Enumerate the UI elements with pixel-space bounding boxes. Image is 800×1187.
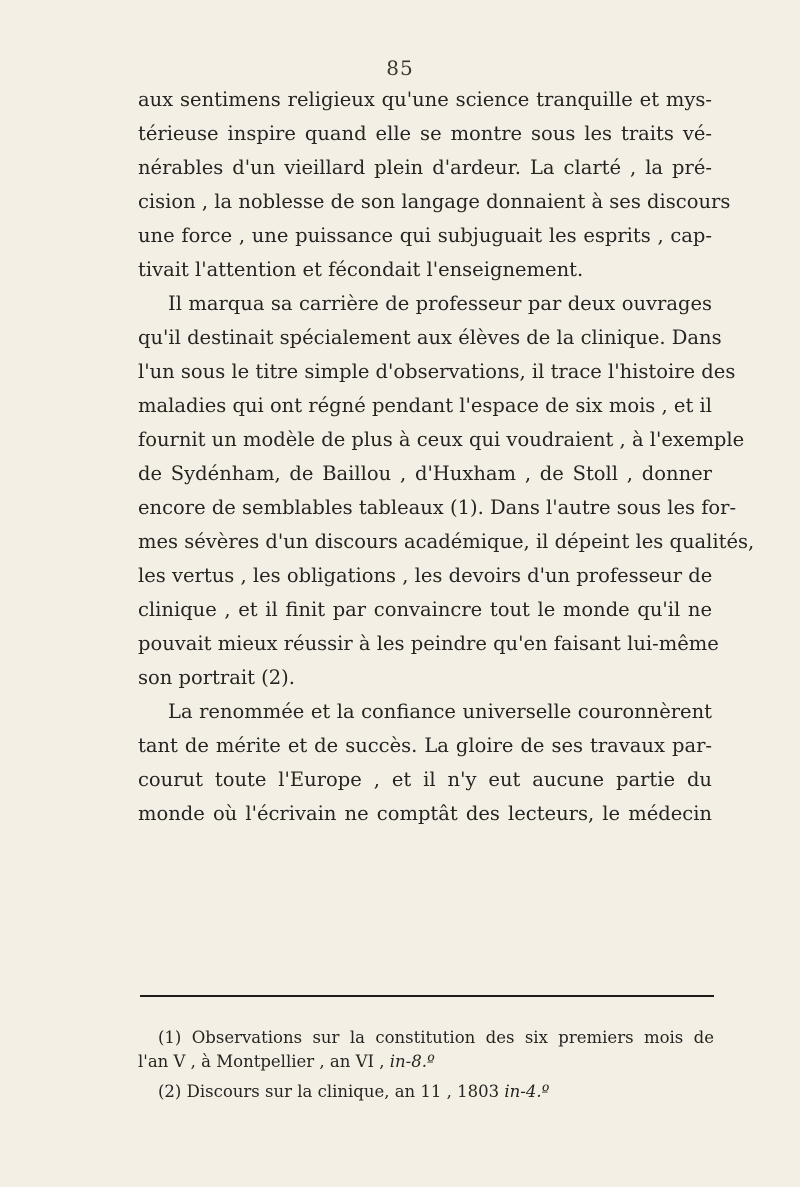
text-line: de Sydénham, de Baillou , d'Huxham , de Stoll , donner bbox=[138, 462, 712, 485]
footnote-1-format: in-8.º bbox=[389, 1052, 435, 1071]
text-line: clinique , et il finit par convaincre tout le monde qu'il ne bbox=[138, 598, 712, 621]
text-line: maladies qui ont régné pendant l'espace de six mois , et il bbox=[138, 394, 712, 417]
text-line: qu'il destinait spécialement aux élèves de la clinique. Dans bbox=[138, 326, 722, 349]
text-line: monde où l'écrivain ne comptât des lecteurs, le médecin bbox=[138, 802, 712, 825]
footnote-divider bbox=[140, 995, 714, 997]
text-line: cision , la noblesse de son langage donnaient à ses discours bbox=[138, 190, 731, 213]
text-line: térieuse inspire quand elle se montre sous les traits vé- bbox=[138, 122, 712, 145]
footnote-2 bbox=[158, 1081, 714, 1103]
footnote-2-text: (2) Discours sur la clinique, an 11 , 1803 bbox=[158, 1082, 505, 1101]
text-line: l'un sous le titre simple d'observations, il trace l'histoire des bbox=[138, 360, 736, 383]
text-line: fournit un modèle de plus à ceux qui voudraient , à l'exemple bbox=[138, 428, 745, 451]
text-line: La renommée et la confiance universelle couronnèrent bbox=[168, 700, 712, 723]
text-line: tant de mérite et de succès. La gloire de ses travaux par- bbox=[138, 734, 712, 757]
text-line: les vertus , les obligations , les devoirs d'un professeur de bbox=[138, 564, 713, 587]
page-number: 85 bbox=[386, 56, 414, 80]
footnote-1-line-2 bbox=[138, 1051, 714, 1073]
text-line: mes sévères d'un discours académique, il dépeint les qualités, bbox=[138, 530, 755, 553]
text-line: son portrait (2). bbox=[138, 666, 295, 689]
text-line: nérables d'un vieillard plein d'ardeur. La clarté , la pré- bbox=[138, 156, 712, 179]
footnote-1-text: l'an V , à Montpellier , an VI , bbox=[138, 1052, 390, 1071]
text-line: une force , une puissance qui subjuguait les esprits , cap- bbox=[138, 224, 712, 247]
footnote-2-format: in-4.º bbox=[504, 1082, 550, 1101]
text-line: encore de semblables tableaux (1). Dans l'autre sous les for- bbox=[138, 496, 737, 519]
text-line: courut toute l'Europe , et il n'y eut aucune partie du bbox=[138, 768, 712, 791]
text-line: Il marqua sa carrière de professeur par deux ouvrages bbox=[168, 292, 712, 315]
text-line: tivait l'attention et fécondait l'enseignement. bbox=[138, 258, 584, 281]
text-line: aux sentimens religieux qu'une science tranquille et mys- bbox=[138, 88, 712, 111]
footnote-1-line-1: (1) Observations sur la constitution des six premiers mois de bbox=[158, 1028, 714, 1047]
text-line: pouvait mieux réussir à les peindre qu'en faisant lui-même bbox=[138, 632, 719, 655]
